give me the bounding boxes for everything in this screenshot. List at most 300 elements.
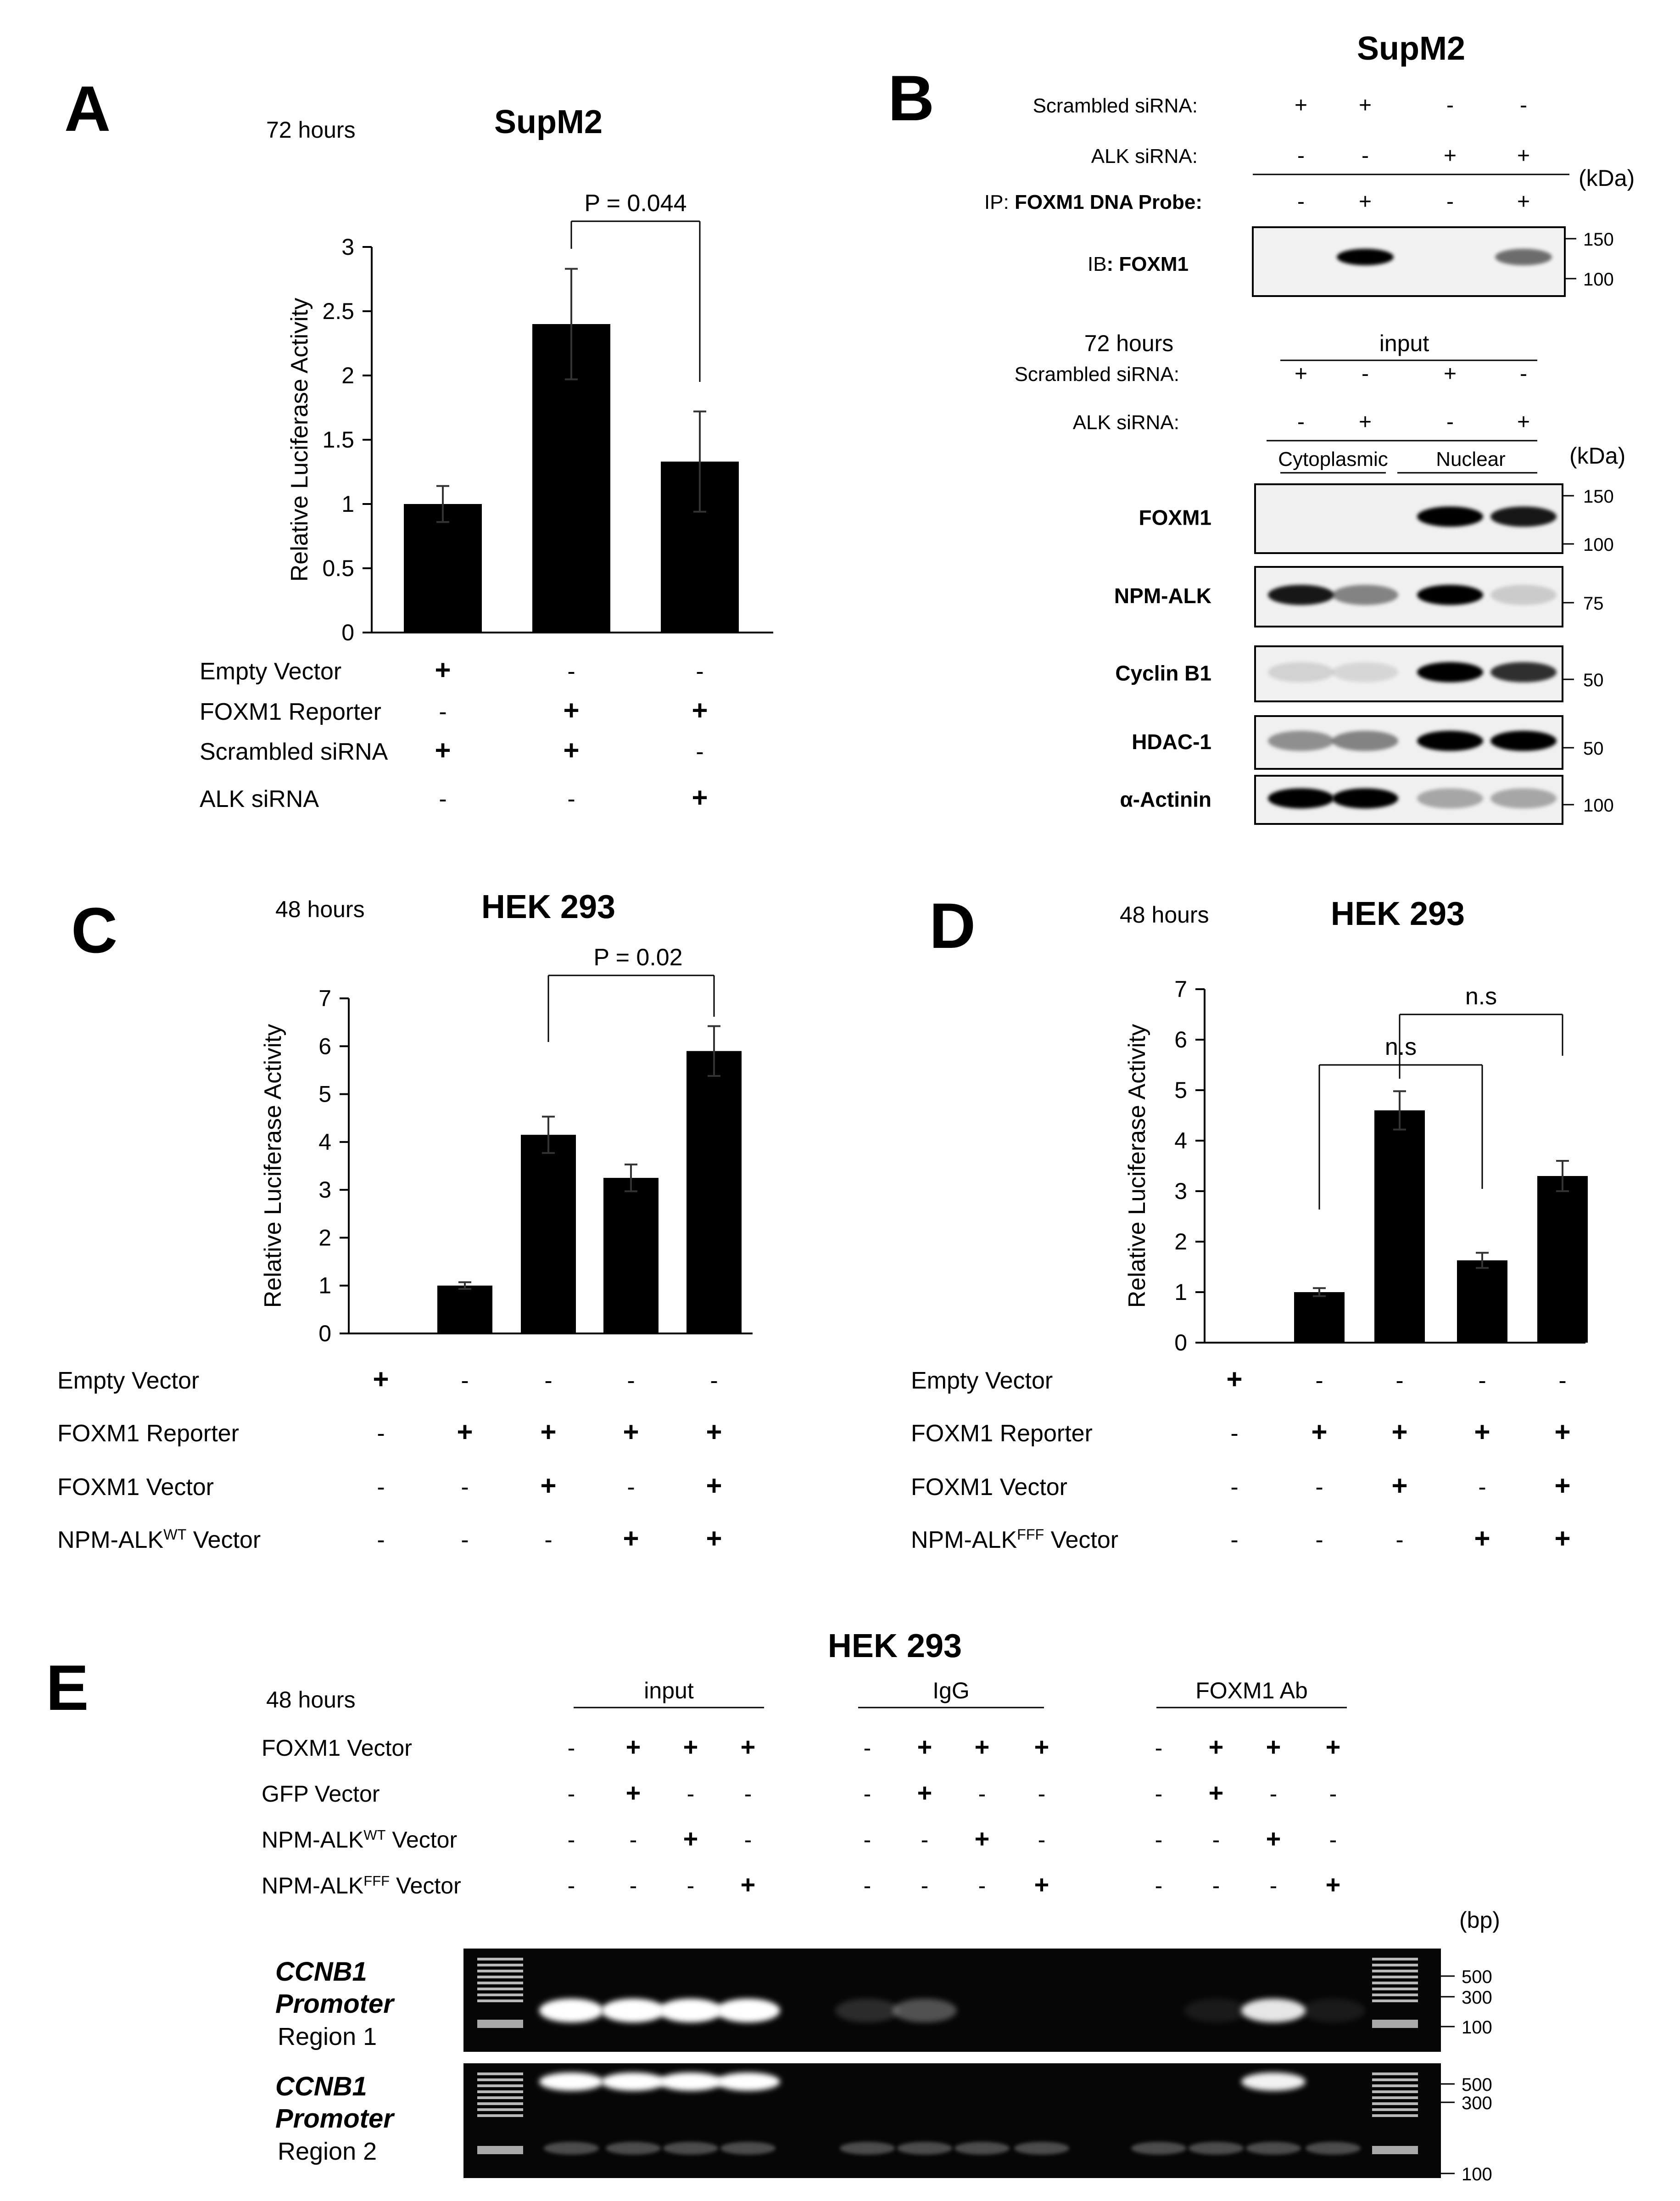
panel-e-condition-label-superscript: FFF (363, 1872, 390, 1889)
panel-e-marker-label: 500 (1462, 1967, 1492, 1987)
panel-e-condition-sign: - (687, 1781, 695, 1807)
panel-c-condition-sign: - (461, 1474, 469, 1501)
panel-a-condition-sign: - (696, 739, 704, 765)
panel-e-group-label: FOXM1 Ab (1195, 1678, 1308, 1703)
panel-c-condition-sign: + (623, 1523, 639, 1554)
panel-e-ladder-band (1372, 2078, 1418, 2081)
panel-b-blot-band (1417, 788, 1483, 808)
panel-c-bar (603, 1178, 659, 1333)
panel-d-condition-sign: + (1391, 1470, 1408, 1501)
panel-e-ladder-band (477, 2102, 523, 2105)
panel-d-y-tick-label: 3 (1174, 1178, 1187, 1204)
panel-e-condition-label-suffix: Vector (385, 1827, 458, 1853)
panel-c-condition-sign: - (544, 1527, 553, 1553)
panel-d-condition-sign: - (1478, 1474, 1486, 1501)
panel-e-condition-sign: - (1212, 1827, 1220, 1853)
panel-c-condition-sign: + (540, 1417, 557, 1447)
panel-e-gel-name: Promoter (275, 1989, 394, 2019)
panel-a-condition-label-main: ALK siRNA (200, 786, 319, 812)
panel-c-title: HEK 293 (481, 889, 616, 925)
panel-e-primer-dimer (840, 2142, 895, 2155)
panel-b-marker-label: 50 (1583, 670, 1604, 690)
panel-e-condition-sign: - (744, 1781, 752, 1807)
panel-e-condition-sign: - (1329, 1781, 1337, 1807)
panel-e-condition-sign: + (683, 1824, 698, 1853)
panel-d-y-tick-label: 2 (1174, 1229, 1187, 1255)
panel-b-marker-label: 100 (1583, 269, 1614, 290)
panel-e-condition-sign: - (567, 1873, 575, 1899)
panel-b-blot-band (1417, 507, 1483, 527)
panel-a-condition-label (200, 658, 341, 685)
panel-d-condition-sign: - (1315, 1474, 1323, 1501)
panel-b-kda-label: (kDa) (1569, 443, 1626, 469)
panel-d-y-tick-label: 6 (1174, 1027, 1187, 1053)
panel-e-ladder-band (1372, 1964, 1418, 1966)
panel-d-condition-sign: + (1554, 1417, 1571, 1447)
panel-e-condition-sign: - (978, 1781, 986, 1807)
panel-c-y-tick-label: 2 (318, 1225, 331, 1251)
panel-e-ladder-band (1372, 2146, 1418, 2154)
panel-e-condition-sign: - (1155, 1781, 1163, 1807)
panel-a-y-tick-label: 2.5 (322, 298, 354, 324)
panel-b-blot-band (1268, 585, 1334, 605)
panel-e-gel-band (1241, 1999, 1306, 2022)
panel-b-input-condition-sign: - (1362, 362, 1369, 386)
panel-b-marker-label: 150 (1583, 487, 1614, 507)
panel-e-ladder-band (477, 1976, 523, 1978)
panel-e-condition-sign: - (1155, 1827, 1163, 1853)
panel-e-primer-dimer (663, 2142, 718, 2155)
panel-e-ladder-band (1372, 2102, 1418, 2105)
panel-a-condition-sign: - (696, 658, 704, 685)
panel-c-condition-sign: + (706, 1470, 722, 1501)
panel-letter-b: B (888, 62, 935, 134)
panel-e-ladder-band (1372, 1982, 1418, 1984)
panel-b-blot-band (1332, 585, 1398, 605)
panel-d-condition-sign: + (1474, 1417, 1490, 1447)
panel-e-condition-label-main: NPM-ALK (262, 1873, 364, 1899)
panel-d-condition-label (911, 1420, 1093, 1447)
panel-e-condition-label-suffix: Vector (390, 1873, 461, 1899)
panel-c-condition-label (57, 1367, 199, 1394)
panel-a-subtitle: 72 hours (266, 117, 356, 143)
panel-a-condition-sign: + (563, 735, 580, 766)
panel-e-primer-dimer (897, 2142, 952, 2155)
panel-e-ladder-band (477, 1970, 523, 1972)
panel-e-gel-name: CCNB1 (275, 1957, 367, 1987)
panel-e-gel-band (1184, 1999, 1248, 2022)
panel-e-ladder-band (1372, 2020, 1418, 2028)
panel-e-condition-sign: + (625, 1778, 641, 1807)
panel-e-condition-sign: - (567, 1735, 575, 1761)
panel-a-y-tick-label: 3 (341, 234, 354, 260)
panel-b-title: SupM2 (1356, 30, 1466, 67)
panel-e-condition-sign: + (917, 1732, 932, 1761)
panel-e-condition-sign: + (1208, 1732, 1224, 1761)
panel-b-condition-label: Scrambled siRNA: (1033, 95, 1198, 117)
panel-a-condition-sign: + (692, 695, 708, 726)
panel-e-primer-dimer (954, 2142, 1010, 2155)
panel-e-marker-label: 100 (1462, 2017, 1492, 2038)
panel-e-ladder-band (1372, 1970, 1418, 1972)
panel-c-y-tick-label: 6 (318, 1033, 331, 1059)
panel-d-condition-sign: + (1391, 1417, 1408, 1447)
panel-e-condition-sign: - (863, 1781, 871, 1807)
panel-b-condition-sign: + (1443, 144, 1457, 168)
panel-b-input-condition-sign: + (1358, 410, 1372, 434)
panel-c-condition-label-main: NPM-ALK (57, 1527, 164, 1553)
panel-a-condition-label-main: Scrambled siRNA (200, 739, 388, 765)
panel-d-condition-sign: - (1315, 1527, 1323, 1553)
panel-c-y-tick-label: 3 (318, 1177, 331, 1203)
panel-e-marker-label: 300 (1462, 1988, 1492, 2008)
panel-b-condition-label: ALK siRNA: (1091, 145, 1198, 168)
panel-c-condition-label (57, 1526, 261, 1553)
panel-e-gel-name: CCNB1 (275, 2072, 367, 2101)
panel-e-condition-sign: - (567, 1827, 575, 1853)
panel-e-condition-sign: - (1155, 1735, 1163, 1761)
panel-d-bar (1537, 1176, 1588, 1343)
panel-b-ib-label-part: : FOXM1 (1106, 253, 1189, 275)
panel-e-primer-dimer (606, 2142, 661, 2155)
panel-d-significance-label: n.s (1465, 983, 1497, 1010)
panel-b-blot-band (1490, 788, 1557, 808)
panel-e-condition-sign: + (1208, 1778, 1224, 1807)
panel-a-y-tick-label: 0 (341, 620, 354, 645)
panel-e-group-label: IgG (932, 1678, 970, 1703)
panel-e-ladder-band (477, 2096, 523, 2099)
panel-a-condition-label (200, 786, 319, 812)
panel-c-condition-label-superscript: WT (163, 1526, 187, 1543)
panel-d-subtitle: 48 hours (1120, 902, 1209, 928)
panel-d-condition-label-main: FOXM1 Reporter (911, 1420, 1093, 1447)
panel-a-condition-sign: - (439, 786, 447, 812)
panel-b-blot-band (1268, 788, 1334, 808)
panel-e-condition-label (262, 1827, 457, 1853)
panel-e-condition-sign: - (1269, 1781, 1278, 1807)
panel-b-fraction-label: Nuclear (1436, 448, 1506, 470)
panel-b-ib-label-part: IB (1087, 253, 1107, 275)
panel-b-blot-band (1490, 585, 1557, 605)
panel-e-time-label: 48 hours (266, 1687, 356, 1713)
panel-a-condition-sign: + (435, 655, 451, 685)
panel-d-y-tick-label: 1 (1174, 1279, 1187, 1305)
panel-b-condition-sign: + (1358, 93, 1372, 118)
panel-d-title: HEK 293 (1330, 896, 1465, 932)
panel-d-condition-label (911, 1526, 1118, 1553)
panel-c-condition-sign: - (461, 1527, 469, 1553)
panel-e-ladder-band (1372, 1994, 1418, 1996)
panel-e-primer-dimer (1306, 2142, 1361, 2155)
panel-e-condition-sign: - (863, 1735, 871, 1761)
panel-b-blot-band (1490, 507, 1557, 527)
panel-b-input-condition-label: Scrambled siRNA: (1014, 363, 1179, 386)
panel-b-marker-label: 150 (1583, 230, 1614, 250)
panel-b-input-condition-label: ALK siRNA: (1072, 411, 1179, 434)
panel-e-condition-label-main: FOXM1 Vector (262, 1735, 412, 1761)
panel-b-marker-label: 50 (1583, 739, 1604, 759)
panel-b-blot-band (1332, 731, 1398, 751)
panel-b-ib-label (1088, 253, 1189, 275)
panel-b-blot-band (1417, 731, 1483, 751)
panel-b-ib-band (1495, 249, 1552, 265)
panel-d-significance-label: n.s (1384, 1034, 1417, 1060)
panel-b-condition-sign: + (1294, 93, 1308, 118)
panel-e-condition-sign: - (978, 1873, 986, 1899)
panel-b-ip-label (984, 191, 1202, 213)
panel-c-condition-label-main: Empty Vector (57, 1367, 200, 1394)
panel-d-bar (1294, 1292, 1345, 1343)
panel-b-ib-band (1337, 249, 1394, 265)
panel-a-condition-sign: + (435, 735, 451, 766)
panel-d-condition-sign: - (1558, 1367, 1567, 1394)
panel-a-bar (404, 504, 482, 633)
panel-e-ladder-band (477, 1994, 523, 1996)
panel-b-fraction-label: Cytoplasmic (1278, 448, 1388, 470)
panel-b-blot-band (1332, 662, 1398, 682)
panel-e-chip-gels (262, 1628, 1500, 2184)
panel-c-bar (687, 1051, 742, 1333)
panel-e-ladder-band (477, 1964, 523, 1966)
panel-e-condition-sign: + (1325, 1870, 1341, 1899)
panel-e-condition-sign: + (917, 1778, 932, 1807)
panel-e-condition-sign: - (687, 1873, 695, 1899)
panel-e-condition-sign: - (744, 1827, 752, 1853)
panel-c-condition-sign: + (457, 1417, 473, 1447)
panel-a-y-axis-label: Relative Luciferase Activity (286, 297, 313, 582)
panel-letter-a: A (64, 73, 111, 145)
panel-e-condition-sign: - (567, 1781, 575, 1807)
panel-e-gel-band (659, 1999, 723, 2022)
panel-e-ladder-band (477, 1988, 523, 1990)
panel-b-marker-label: 100 (1583, 535, 1614, 555)
panel-d-bar (1374, 1110, 1425, 1343)
panel-e-condition-sign: - (863, 1827, 871, 1853)
panel-e-ladder-band (1372, 2114, 1418, 2117)
panel-e-ladder-band (1372, 2090, 1418, 2093)
panel-e-condition-sign: - (629, 1827, 637, 1853)
panel-a-y-tick-label: 1 (341, 491, 354, 517)
panel-e-condition-sign: + (974, 1824, 990, 1853)
panel-e-primer-dimer (1189, 2142, 1244, 2155)
panel-c-y-tick-label: 0 (318, 1321, 331, 1346)
panel-b-blot-band (1332, 788, 1398, 808)
panel-d-condition-sign: + (1226, 1364, 1243, 1395)
panel-e-condition-sign: - (921, 1873, 929, 1899)
panel-b-input-condition-sign: - (1297, 410, 1305, 434)
panel-e-primer-dimer (1246, 2142, 1301, 2155)
panel-e-gel-band (539, 2072, 603, 2091)
panel-e-condition-sign: + (683, 1732, 698, 1761)
panel-a-y-tick-label: 2 (341, 363, 354, 388)
panel-c-condition-label (57, 1474, 214, 1501)
panel-e-ladder-band (1372, 1958, 1418, 1960)
panel-e-gel-band (659, 2072, 723, 2091)
panel-c-chart (57, 889, 753, 1554)
panel-e-condition-sign: + (740, 1870, 756, 1899)
panel-c-significance-label: P = 0.02 (593, 944, 683, 971)
panel-d-condition-label (911, 1474, 1067, 1501)
panel-b-condition-sign: - (1362, 144, 1369, 168)
panel-d-condition-label (911, 1367, 1053, 1394)
panel-c-condition-sign: - (461, 1367, 469, 1394)
panel-e-ladder-band (1372, 1999, 1418, 2002)
panel-b-ip-sign: + (1517, 190, 1530, 214)
panel-c-condition-sign: - (627, 1367, 635, 1394)
panel-letter-d: D (929, 890, 976, 962)
panel-b-marker-label: 100 (1583, 795, 1614, 816)
panel-b-ip-sign: - (1297, 190, 1305, 214)
panel-c-condition-label (57, 1420, 239, 1447)
panel-e-ladder-band (477, 2020, 523, 2028)
panel-b-condition-sign: - (1297, 144, 1305, 168)
panel-a-y-tick-label: 0.5 (322, 555, 354, 581)
panel-c-condition-sign: + (623, 1417, 639, 1447)
panel-b-blot-label: α-Actinin (1120, 787, 1211, 812)
panel-e-ladder-band (477, 1999, 523, 2002)
panel-b-blot-label: Cyclin B1 (1115, 661, 1211, 685)
panel-d-y-tick-label: 5 (1174, 1077, 1187, 1103)
panel-b-input-condition-sign: - (1520, 362, 1527, 386)
panel-c-condition-sign: + (706, 1523, 722, 1554)
panel-a-condition-label-main: FOXM1 Reporter (200, 699, 381, 725)
panel-d-condition-sign: - (1315, 1367, 1323, 1394)
panel-a-condition-label-main: Empty Vector (200, 658, 342, 685)
panel-c-condition-sign: - (627, 1474, 635, 1501)
panel-a-condition-label (200, 699, 381, 725)
panel-d-condition-label-suffix: Vector (1044, 1527, 1119, 1553)
panel-c-y-tick-label: 7 (318, 986, 331, 1011)
panel-e-condition-sign: + (1266, 1732, 1281, 1761)
panel-e-ladder-band (477, 2084, 523, 2087)
panel-e-ladder-band (1372, 2072, 1418, 2075)
panel-e-bp-label: (bp) (1459, 1907, 1500, 1933)
panel-e-gel-band (601, 2072, 665, 2091)
panel-c-y-tick-label: 4 (318, 1129, 331, 1155)
panel-c-bar (521, 1135, 576, 1333)
panel-b-input-condition-sign: + (1517, 410, 1530, 434)
panel-e-condition-label (262, 1735, 412, 1761)
panel-a-condition-sign: - (439, 699, 447, 725)
panel-b-blot-label: HDAC-1 (1132, 730, 1211, 754)
panel-d-bar (1457, 1260, 1507, 1343)
panel-e-gel-band (716, 1999, 780, 2022)
panel-b-ip-sign: - (1446, 190, 1454, 214)
panel-e-condition-sign: + (974, 1732, 990, 1761)
panel-e-condition-label (262, 1873, 461, 1899)
panel-d-condition-sign: - (1230, 1420, 1239, 1447)
panel-e-condition-sign: + (740, 1732, 756, 1761)
panel-b-western-blots (984, 30, 1635, 824)
panel-b-input-condition-sign: + (1443, 362, 1457, 386)
panel-e-gel-band (1301, 1999, 1365, 2022)
panel-e-condition-label-main: NPM-ALK (262, 1827, 364, 1853)
panel-c-condition-label-main: FOXM1 Reporter (57, 1420, 239, 1447)
panel-c-condition-sign: - (377, 1474, 385, 1501)
panel-d-y-tick-label: 7 (1174, 976, 1187, 1002)
panel-e-condition-sign: - (1269, 1873, 1278, 1899)
panel-c-subtitle: 48 hours (275, 896, 365, 922)
panel-b-condition-sign: + (1517, 144, 1530, 168)
panel-e-ladder-band (1372, 2108, 1418, 2111)
panel-c-y-tick-label: 5 (318, 1081, 331, 1107)
panel-b-marker-label: 75 (1583, 594, 1604, 614)
panel-e-ladder-band (1372, 2096, 1418, 2099)
panel-e-marker-label: 100 (1462, 2164, 1492, 2184)
panel-e-gel-band (893, 1999, 957, 2022)
panel-d-condition-label-main: NPM-ALK (911, 1527, 1017, 1553)
panel-e-condition-label-main: GFP Vector (262, 1781, 380, 1807)
panel-a-y-tick-label: 1.5 (322, 427, 354, 453)
panel-d-condition-sign: - (1395, 1367, 1404, 1394)
panel-b-input-condition-sign: + (1294, 362, 1308, 386)
panel-a-condition-label (200, 739, 388, 765)
panel-d-condition-sign: + (1474, 1523, 1490, 1554)
panel-a-condition-sign: - (567, 658, 575, 685)
panel-d-condition-sign: - (1478, 1367, 1486, 1394)
panel-e-ladder-band (477, 1982, 523, 1984)
panel-b-ip-label-part: FOXM1 DNA Probe: (1014, 191, 1202, 213)
panel-b-kda-label: (kDa) (1579, 165, 1635, 191)
panel-a-significance-label: P = 0.044 (584, 190, 687, 217)
panel-e-gel-band (835, 1999, 899, 2022)
panel-e-marker-label: 500 (1462, 2075, 1492, 2095)
panel-c-condition-sign: - (710, 1367, 718, 1394)
panel-d-condition-sign: + (1554, 1470, 1571, 1501)
panel-e-ladder-band (477, 2114, 523, 2117)
panel-c-y-axis-label: Relative Luciferase Activity (260, 1024, 286, 1308)
panel-c-condition-sign: + (373, 1364, 389, 1395)
panel-e-ladder-band (1372, 1976, 1418, 1978)
panel-b-blot-band (1490, 731, 1557, 751)
panel-b-blot-band (1417, 585, 1483, 605)
panel-e-ladder-band (1372, 1988, 1418, 1990)
panel-a-condition-sign: - (567, 786, 575, 812)
panel-e-condition-sign: - (1155, 1873, 1163, 1899)
panel-e-condition-sign: - (1038, 1781, 1046, 1807)
panel-d-condition-label-superscript: FFF (1017, 1526, 1044, 1543)
panel-a-chart (200, 104, 773, 813)
panel-d-condition-sign: + (1554, 1523, 1571, 1554)
panel-e-condition-sign: + (1266, 1824, 1281, 1853)
panel-e-condition-sign: - (629, 1873, 637, 1899)
panel-d-condition-sign: + (1311, 1417, 1328, 1447)
panel-e-condition-sign: - (1212, 1873, 1220, 1899)
panel-b-blot-band (1268, 662, 1334, 682)
panel-b-blot-label: FOXM1 (1139, 505, 1211, 530)
panel-c-condition-label-suffix: Vector (186, 1527, 261, 1553)
panel-e-gel (463, 1949, 1441, 2052)
panel-e-gel-band (1241, 2072, 1306, 2091)
panel-b-input-label: input (1379, 330, 1429, 356)
panel-b-ip-label-part: IP: (984, 191, 1015, 213)
panel-b-blot-band (1417, 662, 1483, 682)
panel-e-ladder-band (477, 1958, 523, 1960)
panel-e-gel-band (716, 2072, 780, 2091)
panel-e-condition-sign: - (921, 1827, 929, 1853)
panel-e-condition-sign: + (1034, 1870, 1049, 1899)
panel-c-condition-sign: + (540, 1470, 557, 1501)
panel-c-condition-sign: - (377, 1420, 385, 1447)
panel-b-blot-label: NPM-ALK (1114, 584, 1211, 608)
panel-e-gel-band (601, 1999, 665, 2022)
panel-e-primer-dimer (1131, 2142, 1186, 2155)
panel-e-condition-sign: - (863, 1873, 871, 1899)
panel-e-title: HEK 293 (827, 1628, 962, 1664)
panel-d-condition-label-main: Empty Vector (911, 1367, 1053, 1394)
panel-e-ladder-band (477, 2108, 523, 2111)
panel-d-condition-label-main: FOXM1 Vector (911, 1474, 1067, 1501)
